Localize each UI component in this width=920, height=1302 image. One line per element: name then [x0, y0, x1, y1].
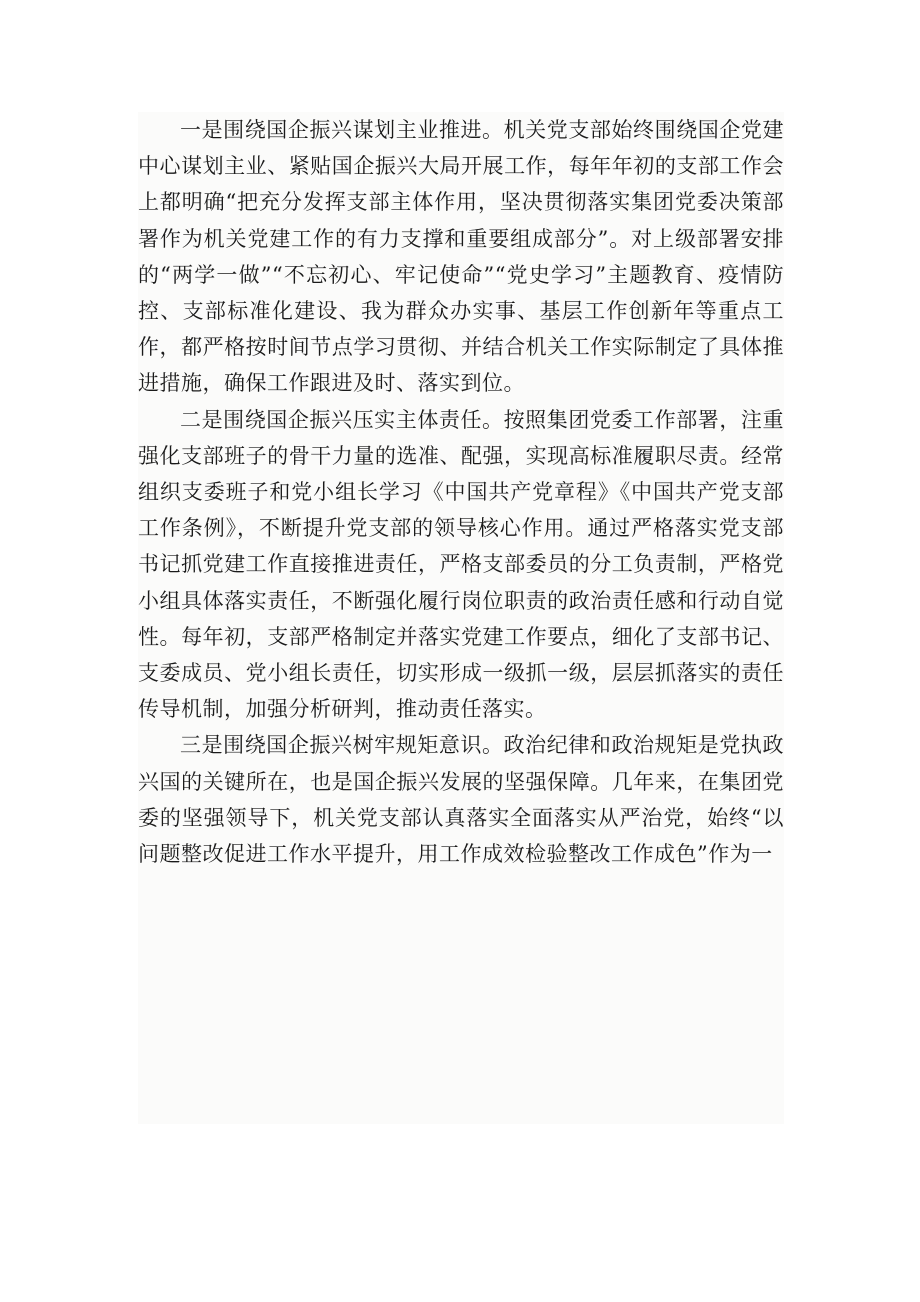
paragraph-3: 三是围绕国企振兴树牢规矩意识。政治纪律和政治规矩是党执政兴国的关键所在，也是国企振兴发展的坚强保障。几年来，在集团党委的坚强领导下，机关党支部认真落实全面落实从严治党，始终“以问题整改促进工作水平提升，用工作成效检验整改工作成色”作为一: [138, 733, 784, 867]
paragraph-1: 一是围绕国企振兴谋划主业推进。机关党支部始终围绕国企党建中心谋划主业、紧贴国企振兴大局开展工作，每年年初的支部工作会上都明确“把充分发挥支部主体作用，坚决贯彻落实集团党委决策部署作为机关党建工作的有力支撑和重要组成部分”。对上级部署安排的“两学一做”“不忘初心、牢记使命”“党史学习”主题教育、疫情防控、支部标准化建设、我为群众办实事、基层工作创新年等重点工作，都严格按时间节点学习贯彻、并结合机关工作实际制定了具体推进措施，确保工作跟进及时、落实到位。: [138, 118, 784, 396]
document-body: [138, 112, 784, 1124]
paragraph-2: 二是围绕国企振兴压实主体责任。按照集团党委工作部署，注重强化支部班子的骨干力量的选准、配强，实现高标准履职尽责。经常组织支委班子和党小组长学习《中国共产党章程》《中国共产党支部工作条例》，不断提升党支部的领导核心作用。通过严格落实党支部书记抓党建工作直接推进责任，严格支部委员的分工负责制，严格党小组具体落实责任，不断强化履行岗位职责的政治责任感和行动自觉性。每年初，支部严格制定并落实党建工作要点，细化了支部书记、支委成员、党小组长责任，切实形成一级抓一级，层层抓落实的责任传导机制，加强分析研判，推动责任落实。: [138, 407, 784, 722]
